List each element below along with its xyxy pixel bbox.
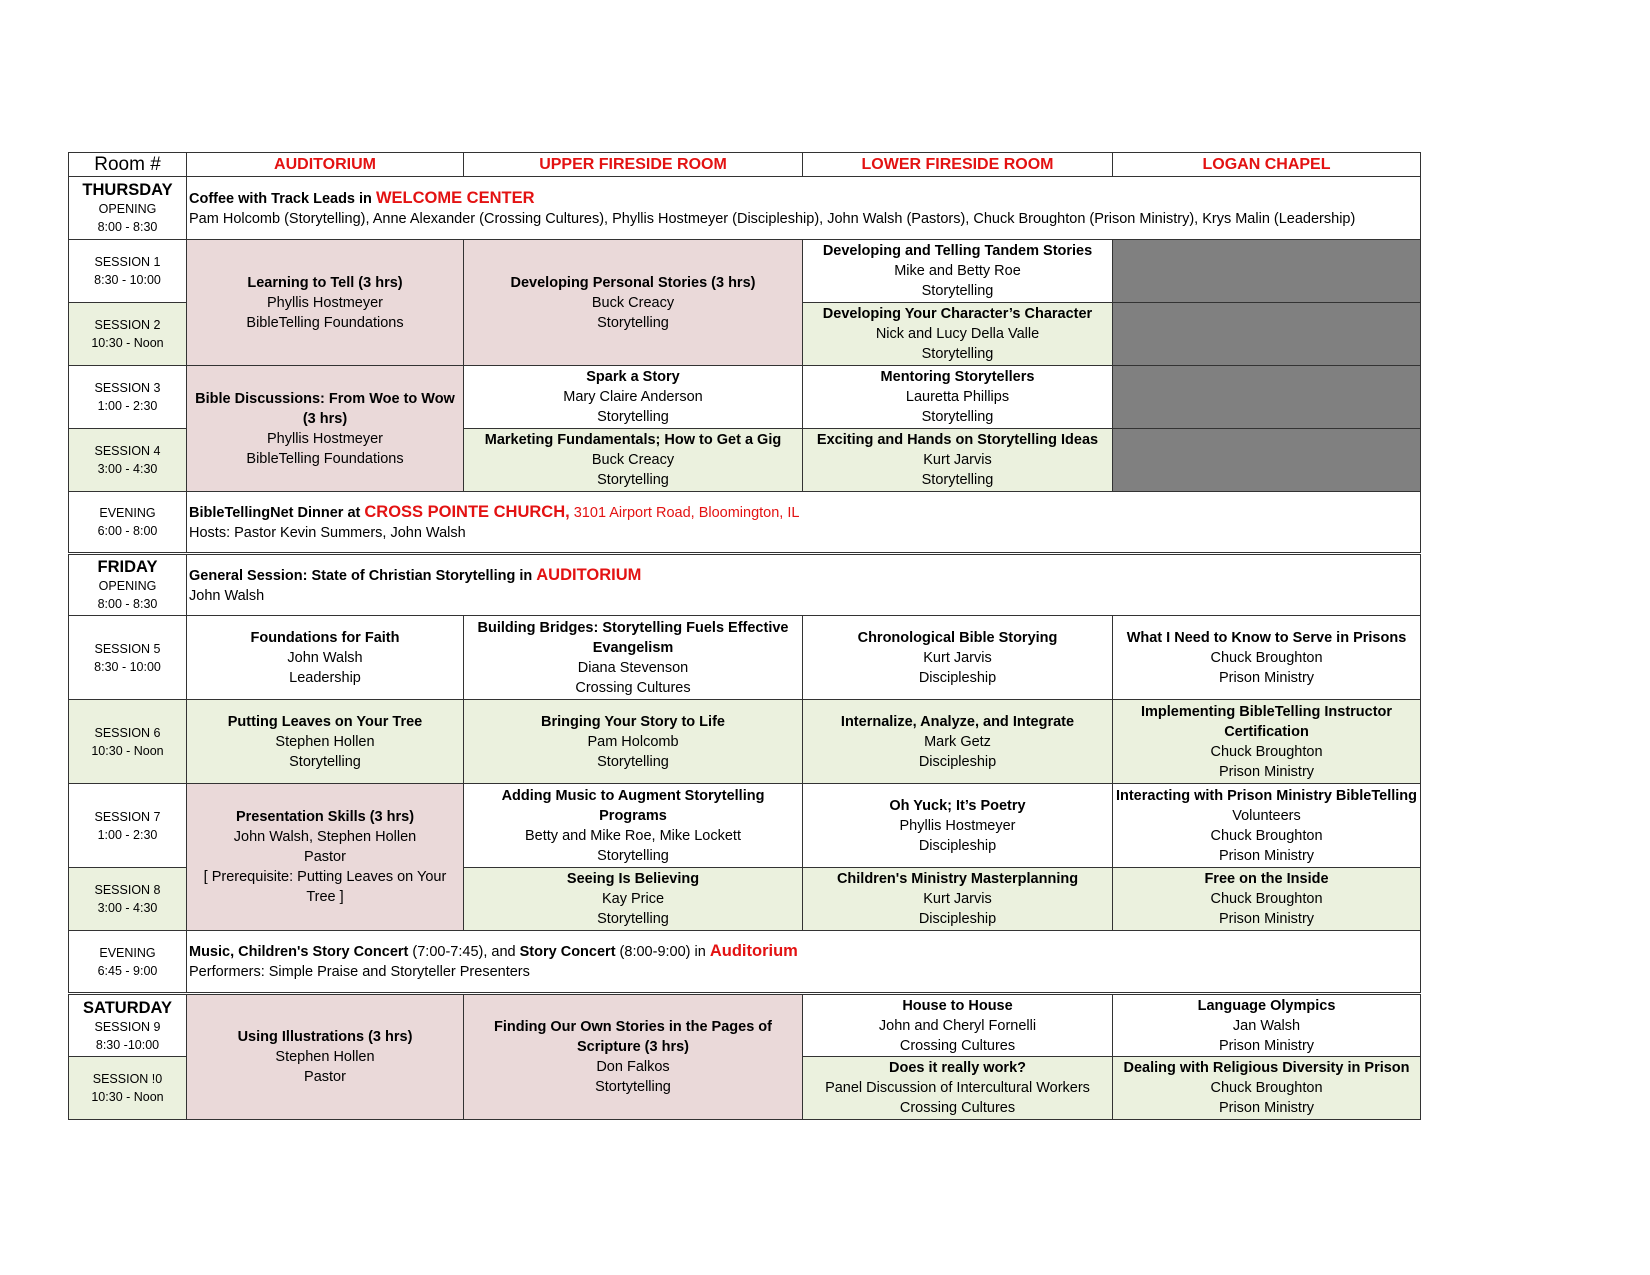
session-title: Mentoring Storytellers	[880, 369, 1035, 385]
room-lower-fireside: LOWER FIRESIDE ROOM	[803, 153, 1113, 177]
session-presenter: Chuck Broughton	[1210, 891, 1323, 907]
session-title: Dealing with Religious Diversity in Prison	[1123, 1060, 1410, 1076]
session-title: Free on the Inside	[1204, 871, 1329, 887]
session-9-label	[69, 994, 187, 1057]
session-title: Developing Personal Stories (3 hrs)	[510, 274, 756, 291]
event-title: General Session: State of Christian Storytelling in	[189, 567, 537, 584]
thursday-opening-row	[69, 177, 1421, 240]
session-presenter: Phyllis Hostmeyer	[266, 430, 384, 447]
session-note: [ Prerequisite: Putting Leaves on Your Tree ]	[203, 869, 447, 905]
evening-label: EVENING	[99, 506, 156, 520]
evening-label: EVENING	[99, 945, 156, 960]
event-performers: Performers: Simple Praise and Storyteller Presenters	[189, 964, 530, 980]
session-track: BibleTelling Foundations	[246, 314, 404, 331]
session-presenter: Jan Walsh	[1232, 1017, 1301, 1034]
event-place: Auditorium	[709, 942, 798, 960]
session-title: Bringing Your Story to Life	[541, 713, 725, 730]
session-9-row	[69, 994, 1421, 1057]
session-presenter: Kay Price	[601, 891, 665, 907]
session-track: BibleTelling Foundations	[246, 450, 404, 467]
session-6-label	[69, 700, 187, 784]
empty-cell	[1113, 240, 1421, 303]
session-5-row	[69, 616, 1421, 700]
session-track: Storytelling	[597, 847, 669, 864]
session-presenter: Kurt Jarvis	[923, 891, 992, 907]
event-place: CROSS POINTE CHURCH,	[364, 502, 570, 521]
opening-time: 8:00 - 8:30	[97, 220, 158, 234]
session-1-row	[69, 240, 1421, 303]
friday-opening-event	[187, 554, 1421, 616]
session-cell	[187, 784, 464, 931]
session-title: Bible Discussions: From Woe to Wow (3 hrs)	[195, 390, 455, 427]
session-4-label	[69, 429, 187, 492]
session-track: Discipleship	[918, 837, 997, 854]
session-7-row	[69, 784, 1421, 868]
session-title: Presentation Skills (3 hrs)	[235, 809, 415, 825]
session-presenter: John Walsh, Stephen Hollen	[233, 829, 417, 845]
session-track: Storytelling	[289, 753, 361, 770]
session-8-label	[69, 868, 187, 931]
session-cell	[187, 240, 464, 366]
opening-label: OPENING	[98, 579, 157, 593]
session-presenter: Buck Creacy	[591, 294, 675, 311]
session-presenter: Phyllis Hostmeyer	[266, 294, 384, 311]
session-name: SESSION 1	[94, 255, 161, 269]
event-address: 3101 Airport Road, Bloomington, IL	[569, 504, 800, 521]
session-track: Discipleship	[918, 911, 997, 927]
session-title: Seeing Is Believing	[566, 871, 700, 887]
session-presenter: Chuck Broughton	[1210, 743, 1323, 760]
session-name: SESSION 5	[94, 641, 161, 656]
session-presenter: Phyllis Hostmeyer	[899, 817, 1016, 834]
session-name: SESSION 6	[94, 725, 161, 740]
session-presenter: Stephen Hollen	[275, 733, 375, 750]
session-track: Pastor	[304, 849, 346, 865]
event-part: (7:00-7:45), and	[408, 944, 520, 960]
session-title: Does it really work?	[889, 1060, 1026, 1076]
session-presenter: Panel Discussion of Intercultural Workers	[825, 1080, 1090, 1096]
room-header: Room #	[69, 153, 187, 177]
event-title: Coffee with Track Leads in	[189, 190, 376, 207]
session-track: Storytelling	[921, 472, 994, 488]
session-title: Exciting and Hands on Storytelling Ideas	[816, 432, 1099, 448]
session-time: 8:30 - 10:00	[94, 273, 161, 287]
session-cell	[1113, 700, 1421, 784]
thursday-evening-label	[69, 492, 187, 554]
session-track: Storytelling	[597, 753, 669, 770]
session-track: Pastor	[304, 1069, 346, 1085]
room-auditorium: AUDITORIUM	[187, 153, 464, 177]
header-row	[69, 153, 1421, 177]
session-presenter: Chuck Broughton	[1210, 827, 1323, 844]
session-title: Marketing Fundamentals; How to Get a Gig	[484, 432, 782, 448]
session-cell	[803, 784, 1113, 868]
session-title: Internalize, Analyze, and Integrate	[840, 713, 1075, 730]
evening-time: 6:45 - 9:00	[97, 963, 158, 978]
empty-cell	[1113, 303, 1421, 366]
thursday-opening-label	[69, 177, 187, 240]
event-people: John Walsh	[189, 587, 265, 604]
session-presenter: Diana Stevenson	[577, 659, 689, 676]
session-title: Children's Ministry Masterplanning	[836, 871, 1079, 887]
empty-cell	[1113, 366, 1421, 429]
session-title-continued: Volunteers	[1232, 807, 1301, 824]
session-cell	[464, 240, 803, 366]
day-friday: FRIDAY	[97, 558, 158, 576]
room-logan-chapel: LOGAN CHAPEL	[1113, 153, 1421, 177]
session-title: Language Olympics	[1197, 997, 1336, 1014]
session-1-label	[69, 240, 187, 303]
session-cell	[1113, 1057, 1421, 1120]
session-name: SESSION 7	[94, 809, 161, 824]
session-presenter: John Walsh	[287, 649, 363, 666]
thursday-evening-row	[69, 492, 1421, 554]
session-presenter: Buck Creacy	[591, 452, 675, 468]
session-title: Implementing BibleTelling Instructor Certification	[1140, 703, 1393, 740]
event-place: AUDITORIUM	[536, 565, 642, 584]
session-title: Spark a Story	[586, 369, 680, 385]
session-cell	[187, 366, 464, 492]
session-title: Learning to Tell (3 hrs)	[247, 274, 403, 291]
session-name: SESSION 4	[94, 444, 161, 458]
session-track: Storytelling	[921, 283, 994, 299]
session-track: Discipleship	[918, 669, 997, 686]
session-cell	[1113, 868, 1421, 931]
session-title: Putting Leaves on Your Tree	[227, 713, 423, 730]
session-cell	[803, 366, 1113, 429]
session-track: Prison Ministry	[1218, 1100, 1315, 1116]
session-3-row	[69, 366, 1421, 429]
session-cell	[803, 994, 1113, 1057]
session-name: SESSION 9	[94, 1019, 161, 1034]
schedule-table	[68, 152, 1421, 1120]
session-track: Storytelling	[921, 409, 994, 425]
friday-opening-row	[69, 554, 1421, 616]
event-title: BibleTellingNet Dinner at	[189, 504, 365, 521]
event-part: Music, Children's Story Concert	[189, 944, 409, 960]
session-track: Storytelling	[597, 472, 669, 488]
evening-time: 6:00 - 8:00	[97, 524, 158, 538]
session-time: 10:30 - Noon	[91, 336, 164, 350]
session-presenter: Pam Holcomb	[587, 733, 679, 750]
session-cell	[187, 700, 464, 784]
session-title: Oh Yuck; It’s Poetry	[889, 797, 1026, 814]
session-name: SESSION 3	[94, 381, 161, 395]
session-time: 3:00 - 4:30	[97, 462, 158, 476]
session-title: Finding Our Own Stories in the Pages of Scripture (3 hrs)	[494, 1019, 772, 1055]
session-title: What I Need to Know to Serve in Prisons	[1126, 629, 1407, 646]
session-track: Crossing Cultures	[575, 679, 691, 696]
session-cell	[464, 868, 803, 931]
session-time: 1:00 - 2:30	[97, 827, 158, 842]
session-title: Developing and Telling Tandem Stories	[822, 243, 1093, 259]
session-track: Prison Ministry	[1218, 763, 1315, 780]
session-presenter: Lauretta Phillips	[905, 389, 1010, 405]
session-title: Adding Music to Augment Storytelling Programs	[501, 787, 765, 824]
session-cell	[803, 240, 1113, 303]
opening-label: OPENING	[98, 202, 157, 216]
session-title: House to House	[902, 997, 1013, 1014]
session-presenter: Kurt Jarvis	[923, 452, 992, 468]
session-cell	[187, 616, 464, 700]
session-cell	[464, 429, 803, 492]
session-track: Prison Ministry	[1218, 669, 1315, 686]
session-time: 8:30 - 10:00	[94, 659, 161, 674]
session-2-label	[69, 303, 187, 366]
session-title: Using Illustrations (3 hrs)	[237, 1029, 413, 1045]
session-time: 3:00 - 4:30	[97, 901, 158, 915]
session-title: Building Bridges: Storytelling Fuels Effective Evangelism	[477, 619, 789, 656]
session-name: SESSION 8	[94, 883, 161, 897]
session-title: Interacting with Prison Ministry BibleTelling	[1115, 787, 1418, 804]
session-track: Stortytelling	[595, 1079, 671, 1095]
room-upper-fireside: UPPER FIRESIDE ROOM	[464, 153, 803, 177]
session-title: Developing Your Character’s Character	[822, 306, 1093, 322]
session-track: Crossing Cultures	[899, 1100, 1016, 1116]
session-presenter: Mary Claire Anderson	[563, 389, 703, 405]
opening-time: 8:00 - 8:30	[97, 597, 158, 611]
friday-evening-event	[187, 931, 1421, 994]
session-cell	[464, 994, 803, 1120]
thursday-opening-event	[187, 177, 1421, 240]
event-part: Story Concert	[519, 944, 616, 960]
session-presenter: Stephen Hollen	[275, 1049, 375, 1065]
event-people: Pam Holcomb (Storytelling), Anne Alexander (Crossing Cultures), Phyllis Hostmeyer (Discipleship), John Walsh (Pastors), Chuck Broughton (Prison Ministry), Krys Malin (Leadership)	[189, 210, 1356, 227]
session-presenter: Nick and Lucy Della Valle	[875, 326, 1040, 342]
session-track: Prison Ministry	[1218, 1037, 1315, 1054]
session-presenter: Mark Getz	[924, 733, 991, 750]
session-name: SESSION 2	[94, 318, 161, 332]
empty-cell	[1113, 429, 1421, 492]
session-time: 1:00 - 2:30	[97, 399, 158, 413]
event-part: (8:00-9:00) in	[615, 944, 710, 960]
session-6-row	[69, 700, 1421, 784]
session-cell	[1113, 784, 1421, 868]
session-5-label	[69, 616, 187, 700]
session-cell	[464, 366, 803, 429]
day-thursday: THURSDAY	[82, 181, 173, 199]
session-time: 8:30 -10:00	[95, 1037, 160, 1052]
session-presenter: Don Falkos	[596, 1059, 670, 1075]
session-cell	[464, 700, 803, 784]
session-track: Prison Ministry	[1218, 847, 1315, 864]
session-track: Crossing Cultures	[899, 1037, 1016, 1054]
session-presenter: Mike and Betty Roe	[894, 263, 1021, 279]
session-name: SESSION !0	[92, 1072, 163, 1086]
session-track: Storytelling	[597, 911, 669, 927]
session-presenter: Kurt Jarvis	[923, 649, 992, 666]
session-cell	[803, 1057, 1113, 1120]
session-presenter: Betty and Mike Roe, Mike Lockett	[525, 827, 741, 844]
session-title: Foundations for Faith	[250, 629, 400, 646]
session-track: Storytelling	[597, 314, 669, 331]
session-track: Discipleship	[918, 753, 997, 770]
session-track: Storytelling	[921, 346, 994, 362]
day-saturday: SATURDAY	[83, 998, 172, 1017]
friday-evening-label	[69, 931, 187, 994]
event-hosts: Hosts: Pastor Kevin Summers, John Walsh	[189, 524, 466, 541]
session-track: Prison Ministry	[1218, 911, 1315, 927]
session-cell	[464, 616, 803, 700]
session-10-label	[69, 1057, 187, 1120]
session-cell	[803, 616, 1113, 700]
event-place: WELCOME CENTER	[375, 188, 535, 207]
session-cell	[803, 303, 1113, 366]
session-track: Storytelling	[597, 409, 669, 425]
friday-opening-label	[69, 554, 187, 616]
session-7-label	[69, 784, 187, 868]
session-cell	[803, 429, 1113, 492]
session-presenter: John and Cheryl Fornelli	[878, 1017, 1037, 1034]
session-presenter: Chuck Broughton	[1210, 649, 1323, 666]
session-3-label	[69, 366, 187, 429]
session-time: 10:30 - Noon	[91, 1090, 164, 1104]
session-cell	[464, 784, 803, 868]
thursday-evening-event	[187, 492, 1421, 554]
session-cell	[803, 868, 1113, 931]
session-track: Leadership	[289, 669, 361, 686]
session-cell	[187, 994, 464, 1120]
session-cell	[803, 700, 1113, 784]
session-title: Chronological Bible Storying	[857, 629, 1058, 646]
session-cell	[1113, 616, 1421, 700]
friday-evening-row	[69, 931, 1421, 994]
session-presenter: Chuck Broughton	[1210, 1080, 1323, 1096]
session-cell	[1113, 994, 1421, 1057]
session-time: 10:30 - Noon	[91, 743, 164, 758]
